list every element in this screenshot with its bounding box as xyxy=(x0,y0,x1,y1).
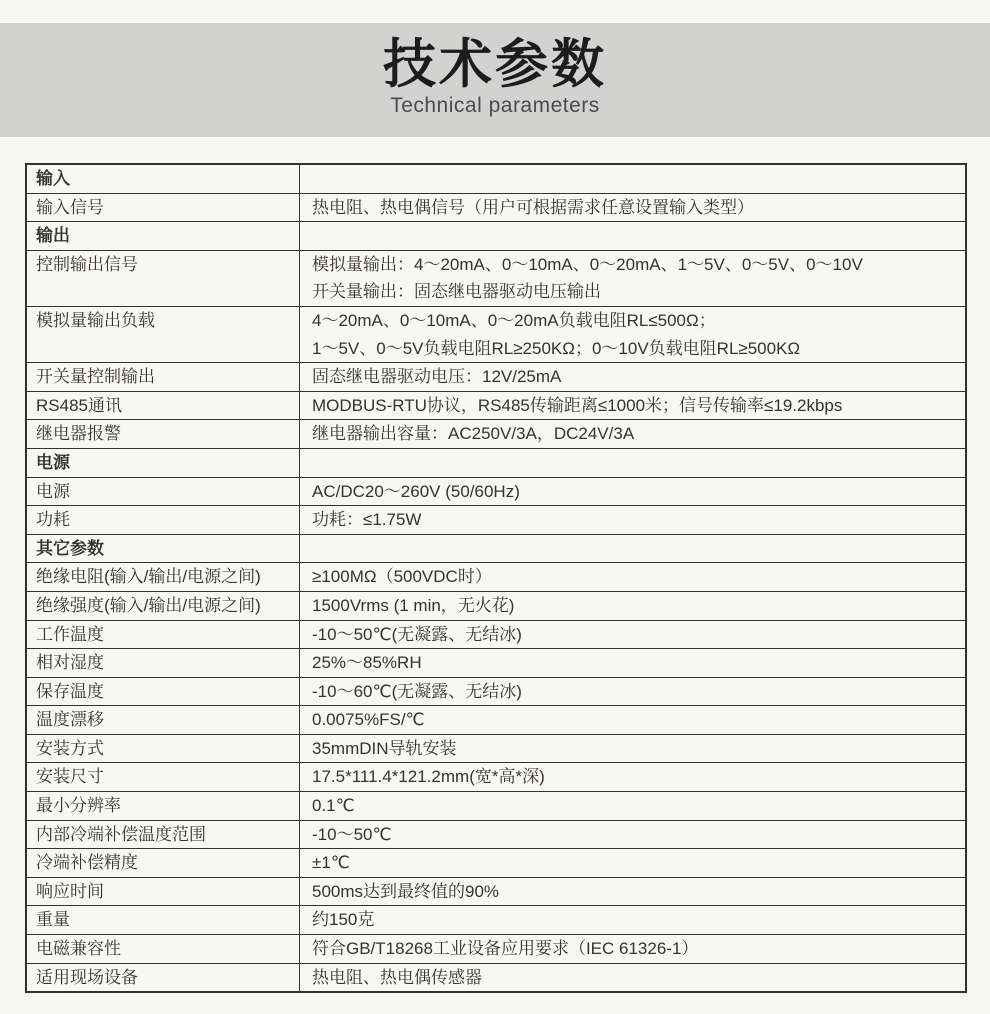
table-row xyxy=(27,251,965,307)
param-value: 25%～85%RH xyxy=(312,653,422,673)
param-label: 功耗 xyxy=(27,506,300,534)
param-label: 电磁兼容性 xyxy=(27,935,300,963)
table-row xyxy=(27,849,965,878)
param-label: 继电器报警 xyxy=(27,420,300,448)
param-label: 控制输出信号 xyxy=(27,251,300,306)
table-row xyxy=(27,964,965,992)
param-value: 固态继电器驱动电压：12V/25mA xyxy=(312,367,562,387)
param-value xyxy=(300,307,965,362)
param-value: 热电阻、热电偶信号（用户可根据需求任意设置输入类型） xyxy=(312,197,754,217)
table-row xyxy=(27,821,965,850)
param-value-line: 1～5V、0～5V负载电阻RL≥250KΩ；0～10V负载电阻RL≥500KΩ xyxy=(312,338,801,358)
title-band xyxy=(0,23,990,137)
param-label: 绝缘强度(输入/输出/电源之间) xyxy=(27,592,300,620)
param-label: 输入信号 xyxy=(27,194,300,222)
param-label: 模拟量输出负载 xyxy=(27,307,300,362)
param-value: 0.0075%FS/℃ xyxy=(312,710,425,730)
param-label: RS485通讯 xyxy=(27,392,300,420)
param-label: 温度漂移 xyxy=(27,706,300,734)
param-value-line: 模拟量输出：4～20mA、0～10mA、0～20mA、1～5V、0～5V、0～10V xyxy=(312,254,863,274)
param-value-line: 4～20mA、0～10mA、0～20mA负载电阻RL≤500Ω； xyxy=(312,310,716,330)
section-header-row xyxy=(27,535,965,564)
table-row xyxy=(27,392,965,421)
section-header-row xyxy=(27,165,965,194)
table-row xyxy=(27,935,965,964)
param-value: 约150克 xyxy=(312,910,375,930)
param-value xyxy=(300,535,965,563)
table-row xyxy=(27,878,965,907)
table-row xyxy=(27,678,965,707)
table-row xyxy=(27,563,965,592)
param-value: 符合GB/T18268工业设备应用要求（IEC 61326-1） xyxy=(312,939,699,959)
param-value: -10～50℃ xyxy=(312,824,392,844)
param-label: 输出 xyxy=(27,222,300,250)
table-row xyxy=(27,307,965,363)
table-row xyxy=(27,763,965,792)
param-label: 电源 xyxy=(27,478,300,506)
param-label: 重量 xyxy=(27,906,300,934)
param-value xyxy=(300,165,965,193)
param-label: 内部冷端补偿温度范围 xyxy=(27,821,300,849)
table-row xyxy=(27,706,965,735)
table-row xyxy=(27,906,965,935)
param-value: 17.5*111.4*121.2mm(宽*高*深) xyxy=(312,767,545,787)
param-value: -10～60℃(无凝露、无结冰) xyxy=(312,681,522,701)
param-value: ≥100MΩ（500VDC时） xyxy=(312,567,492,587)
table-row xyxy=(27,194,965,223)
param-value: 热电阻、热电偶传感器 xyxy=(312,967,482,987)
table-row xyxy=(27,478,965,507)
param-label: 安装尺寸 xyxy=(27,763,300,791)
table-row xyxy=(27,649,965,678)
param-value: 继电器输出容量：AC250V/3A，DC24V/3A xyxy=(312,424,635,444)
param-label: 保存温度 xyxy=(27,678,300,706)
param-value: ±1℃ xyxy=(312,853,350,873)
param-label: 相对湿度 xyxy=(27,649,300,677)
param-label: 工作温度 xyxy=(27,621,300,649)
param-label: 绝缘电阻(输入/输出/电源之间) xyxy=(27,563,300,591)
param-value: AC/DC20～260V (50/60Hz) xyxy=(312,481,520,501)
table-row xyxy=(27,735,965,764)
page-title: 技术参数 xyxy=(383,35,607,94)
section-header-row xyxy=(27,449,965,478)
table-row xyxy=(27,506,965,535)
table-row xyxy=(27,592,965,621)
spec-table xyxy=(25,163,967,993)
param-label: 其它参数 xyxy=(27,535,300,563)
table-row xyxy=(27,621,965,650)
table-row xyxy=(27,363,965,392)
param-value: 35mmDIN导轨安装 xyxy=(312,738,457,758)
param-value: -10～50℃(无凝露、无结冰) xyxy=(312,624,522,644)
param-label: 最小分辨率 xyxy=(27,792,300,820)
param-label: 响应时间 xyxy=(27,878,300,906)
table-row xyxy=(27,792,965,821)
param-value: 1500Vrms (1 min，无火花) xyxy=(312,595,515,615)
param-value xyxy=(300,251,965,306)
section-header-row xyxy=(27,222,965,251)
param-value: 0.1℃ xyxy=(312,796,355,816)
param-value xyxy=(300,222,965,250)
param-value xyxy=(300,449,965,477)
param-label: 安装方式 xyxy=(27,735,300,763)
param-label: 开关量控制输出 xyxy=(27,363,300,391)
param-value: 500ms达到最终值的90% xyxy=(312,881,500,901)
param-label: 适用现场设备 xyxy=(27,964,300,992)
table-row xyxy=(27,420,965,449)
param-label: 电源 xyxy=(27,449,300,477)
param-label: 输入 xyxy=(27,165,300,193)
param-value: MODBUS-RTU协议，RS485传输距离≤1000米；信号传输率≤19.2kbps xyxy=(312,395,843,415)
param-label: 冷端补偿精度 xyxy=(27,849,300,877)
param-value-line: 开关量输出：固态继电器驱动电压输出 xyxy=(312,282,601,302)
param-value: 功耗：≤1.75W xyxy=(312,510,422,530)
page-subtitle: Technical parameters xyxy=(390,94,600,117)
